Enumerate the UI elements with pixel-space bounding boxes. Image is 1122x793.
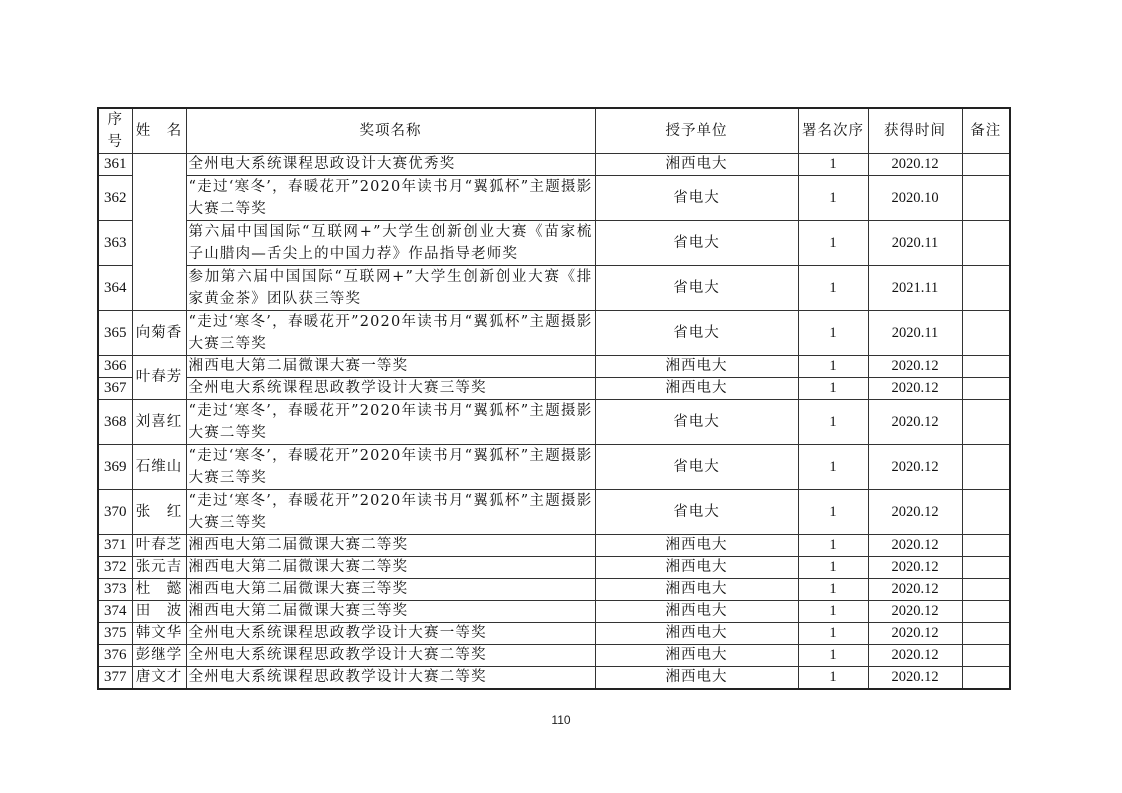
table-row bbox=[98, 356, 1010, 378]
table-row bbox=[98, 378, 1010, 400]
row-unit: 省电大 bbox=[595, 221, 798, 266]
row-no: 377 bbox=[98, 667, 132, 690]
row-order: 1 bbox=[798, 400, 868, 445]
row-unit: 省电大 bbox=[595, 400, 798, 445]
header-row bbox=[98, 108, 1010, 154]
header-award: 奖项名称 bbox=[186, 108, 595, 154]
header-name: 姓 名 bbox=[132, 108, 186, 154]
row-no: 371 bbox=[98, 535, 132, 557]
table-row bbox=[98, 311, 1010, 356]
row-order: 1 bbox=[798, 356, 868, 378]
row-unit: 省电大 bbox=[595, 490, 798, 535]
row-date: 2020.12 bbox=[868, 445, 962, 490]
row-unit: 省电大 bbox=[595, 311, 798, 356]
row-remark bbox=[962, 623, 1010, 645]
row-no: 364 bbox=[98, 266, 132, 311]
header-date: 获得时间 bbox=[868, 108, 962, 154]
row-remark bbox=[962, 557, 1010, 579]
row-award: 全州电大系统课程思政教学设计大赛二等奖 bbox=[186, 645, 595, 667]
table-row bbox=[98, 490, 1010, 535]
row-remark bbox=[962, 176, 1010, 221]
row-name: 张 红 bbox=[132, 490, 186, 535]
row-no: 372 bbox=[98, 557, 132, 579]
row-award: “走过‘寒冬’，春暖花开”2020年读书月“翼狐杯”主题摄影大赛二等奖 bbox=[186, 176, 595, 221]
row-name: 叶春芳 bbox=[132, 356, 186, 400]
row-no: 373 bbox=[98, 579, 132, 601]
row-remark bbox=[962, 645, 1010, 667]
table-row bbox=[98, 667, 1010, 690]
row-award: 湘西电大第二届微课大赛三等奖 bbox=[186, 601, 595, 623]
table-row bbox=[98, 623, 1010, 645]
table-row bbox=[98, 535, 1010, 557]
row-award: “走过‘寒冬’，春暖花开”2020年读书月“翼狐杯”主题摄影大赛二等奖 bbox=[186, 400, 595, 445]
row-remark bbox=[962, 400, 1010, 445]
row-name: 石维山 bbox=[132, 445, 186, 490]
row-remark bbox=[962, 378, 1010, 400]
row-remark bbox=[962, 667, 1010, 690]
row-unit: 湘西电大 bbox=[595, 378, 798, 400]
row-unit: 省电大 bbox=[595, 176, 798, 221]
row-order: 1 bbox=[798, 557, 868, 579]
row-date: 2021.11 bbox=[868, 266, 962, 311]
row-award: “走过‘寒冬’，春暖花开”2020年读书月“翼狐杯”主题摄影大赛三等奖 bbox=[186, 445, 595, 490]
row-award: 湘西电大第二届微课大赛二等奖 bbox=[186, 557, 595, 579]
row-name: 向菊香 bbox=[132, 311, 186, 356]
header-order: 署名次序 bbox=[798, 108, 868, 154]
row-order: 1 bbox=[798, 266, 868, 311]
row-date: 2020.10 bbox=[868, 176, 962, 221]
row-no: 376 bbox=[98, 645, 132, 667]
row-award: 湘西电大第二届微课大赛二等奖 bbox=[186, 535, 595, 557]
row-remark bbox=[962, 445, 1010, 490]
row-name: 韩文华 bbox=[132, 623, 186, 645]
row-order: 1 bbox=[798, 378, 868, 400]
row-name: 彭继学 bbox=[132, 645, 186, 667]
row-award: 全州电大系统课程思政设计大赛优秀奖 bbox=[186, 154, 595, 176]
row-remark bbox=[962, 356, 1010, 378]
row-no: 362 bbox=[98, 176, 132, 221]
table-row bbox=[98, 645, 1010, 667]
row-order: 1 bbox=[798, 490, 868, 535]
table-row bbox=[98, 579, 1010, 601]
row-remark bbox=[962, 601, 1010, 623]
row-unit: 湘西电大 bbox=[595, 645, 798, 667]
row-unit: 湘西电大 bbox=[595, 623, 798, 645]
page-number: 110 bbox=[551, 713, 571, 727]
row-remark bbox=[962, 490, 1010, 535]
table-row bbox=[98, 221, 1010, 266]
row-date: 2020.12 bbox=[868, 645, 962, 667]
row-order: 1 bbox=[798, 645, 868, 667]
row-remark bbox=[962, 579, 1010, 601]
row-unit: 湘西电大 bbox=[595, 579, 798, 601]
row-no: 370 bbox=[98, 490, 132, 535]
row-name: 叶春芝 bbox=[132, 535, 186, 557]
table-row bbox=[98, 557, 1010, 579]
row-name bbox=[132, 154, 186, 311]
row-no: 365 bbox=[98, 311, 132, 356]
row-no: 361 bbox=[98, 154, 132, 176]
row-award: 第六届中国国际“互联网+”大学生创新创业大赛《苗家梳子山腊肉—舌尖上的中国力荐》作品指导老师奖 bbox=[186, 221, 595, 266]
award-table bbox=[97, 107, 1011, 690]
row-unit: 湘西电大 bbox=[595, 601, 798, 623]
row-name: 唐文才 bbox=[132, 667, 186, 690]
row-no: 363 bbox=[98, 221, 132, 266]
row-no: 375 bbox=[98, 623, 132, 645]
row-order: 1 bbox=[798, 221, 868, 266]
row-no: 366 bbox=[98, 356, 132, 378]
row-name: 张元吉 bbox=[132, 557, 186, 579]
table-row bbox=[98, 601, 1010, 623]
row-award: “走过‘寒冬’，春暖花开”2020年读书月“翼狐杯”主题摄影大赛三等奖 bbox=[186, 490, 595, 535]
row-no: 369 bbox=[98, 445, 132, 490]
row-remark bbox=[962, 535, 1010, 557]
table-row bbox=[98, 176, 1010, 221]
row-date: 2020.12 bbox=[868, 579, 962, 601]
row-unit: 湘西电大 bbox=[595, 535, 798, 557]
row-date: 2020.12 bbox=[868, 535, 962, 557]
row-award: 全州电大系统课程思政教学设计大赛二等奖 bbox=[186, 667, 595, 690]
row-order: 1 bbox=[798, 445, 868, 490]
row-date: 2020.11 bbox=[868, 311, 962, 356]
row-award: 参加第六届中国国际“互联网+”大学生创新创业大赛《排家黄金茶》团队获三等奖 bbox=[186, 266, 595, 311]
row-award: 全州电大系统课程思政教学设计大赛三等奖 bbox=[186, 378, 595, 400]
row-award: 全州电大系统课程思政教学设计大赛一等奖 bbox=[186, 623, 595, 645]
row-order: 1 bbox=[798, 667, 868, 690]
table-row bbox=[98, 266, 1010, 311]
row-name: 田 波 bbox=[132, 601, 186, 623]
row-name: 刘喜红 bbox=[132, 400, 186, 445]
table-row bbox=[98, 154, 1010, 176]
row-award: 湘西电大第二届微课大赛三等奖 bbox=[186, 579, 595, 601]
header-remark: 备注 bbox=[962, 108, 1010, 154]
row-date: 2020.12 bbox=[868, 356, 962, 378]
row-no: 367 bbox=[98, 378, 132, 400]
row-date: 2020.12 bbox=[868, 667, 962, 690]
row-unit: 省电大 bbox=[595, 445, 798, 490]
row-no: 374 bbox=[98, 601, 132, 623]
row-remark bbox=[962, 154, 1010, 176]
row-date: 2020.12 bbox=[868, 601, 962, 623]
row-order: 1 bbox=[798, 623, 868, 645]
row-order: 1 bbox=[798, 176, 868, 221]
row-date: 2020.12 bbox=[868, 378, 962, 400]
row-unit: 湘西电大 bbox=[595, 667, 798, 690]
row-date: 2020.12 bbox=[868, 400, 962, 445]
row-order: 1 bbox=[798, 154, 868, 176]
header-unit: 授予单位 bbox=[595, 108, 798, 154]
row-date: 2020.12 bbox=[868, 623, 962, 645]
row-award: “走过‘寒冬’，春暖花开”2020年读书月“翼狐杯”主题摄影大赛三等奖 bbox=[186, 311, 595, 356]
row-order: 1 bbox=[798, 579, 868, 601]
row-unit: 湘西电大 bbox=[595, 356, 798, 378]
row-order: 1 bbox=[798, 311, 868, 356]
row-date: 2020.11 bbox=[868, 221, 962, 266]
row-award: 湘西电大第二届微课大赛一等奖 bbox=[186, 356, 595, 378]
row-unit: 湘西电大 bbox=[595, 557, 798, 579]
row-unit: 省电大 bbox=[595, 266, 798, 311]
row-remark bbox=[962, 266, 1010, 311]
row-date: 2020.12 bbox=[868, 557, 962, 579]
row-remark bbox=[962, 221, 1010, 266]
row-no: 368 bbox=[98, 400, 132, 445]
row-date: 2020.12 bbox=[868, 490, 962, 535]
header-no: 序号 bbox=[98, 108, 132, 154]
row-unit: 湘西电大 bbox=[595, 154, 798, 176]
table-row bbox=[98, 445, 1010, 490]
row-order: 1 bbox=[798, 535, 868, 557]
row-remark bbox=[962, 311, 1010, 356]
row-name: 杜 懿 bbox=[132, 579, 186, 601]
row-date: 2020.12 bbox=[868, 154, 962, 176]
table-row bbox=[98, 400, 1010, 445]
row-order: 1 bbox=[798, 601, 868, 623]
